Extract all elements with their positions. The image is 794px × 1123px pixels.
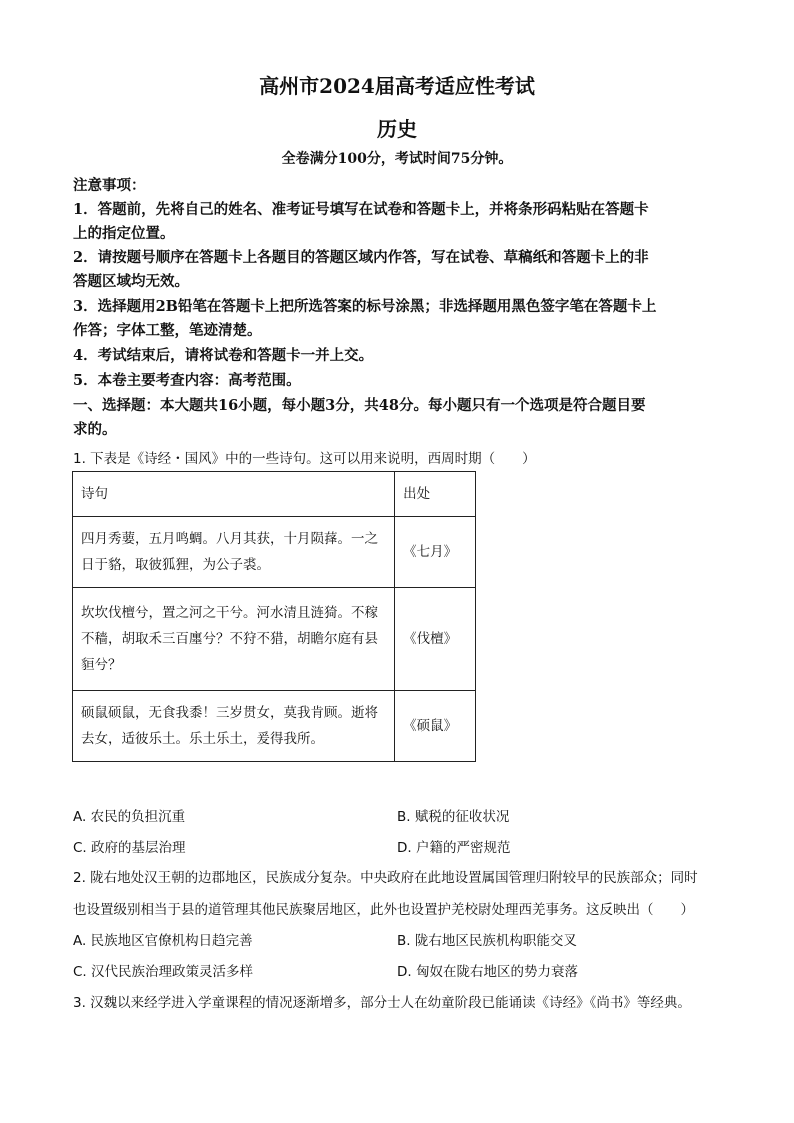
table-row xyxy=(73,588,476,691)
notice-line: 1．答题前，先将自己的姓名、准考证号填写在试卷和答题卡上，并将条形码粘贴在答题卡 xyxy=(73,201,649,218)
section-heading-line2: 求的。 xyxy=(73,421,117,438)
q1-option-a: A. 农民的负担沉重 xyxy=(73,809,186,825)
question-2-stem-line1: 2. 陇右地处汉王朝的边郡地区，民族成分复杂。中央政府在此地设置属国管理归附较早的民族部众；同时 xyxy=(73,870,698,886)
poem-table xyxy=(72,471,476,762)
table-row xyxy=(73,517,476,588)
q2-option-b: B. 陇右地区民族机构职能交叉 xyxy=(397,933,577,949)
notice-line: 2．请按题号顺序在答题卡上各题目的答题区域内作答，写在试卷、草稿纸和答题卡上的非 xyxy=(73,249,649,266)
table-cell-source: 《硕鼠》 xyxy=(395,691,476,762)
q1-option-b: B. 赋税的征收状况 xyxy=(397,809,510,825)
table-cell-poem: 坎坎伐檀兮，置之河之干兮。河水清且涟猗。不稼不穑，胡取禾三百廛兮？不狩不猎，胡瞻尔庭有县貆兮？ xyxy=(73,588,395,691)
table-header-poem: 诗句 xyxy=(73,472,395,517)
notice-line: 答题区域均无效。 xyxy=(73,273,189,290)
question-2-stem-line2: 也设置级别相当于县的道管理其他民族聚居地区，此外也设置护羌校尉处理西羌事务。这反映出（ ） xyxy=(73,902,694,918)
notice-line: 4．考试结束后，请将试卷和答题卡一并上交。 xyxy=(73,347,374,364)
table-cell-source: 《七月》 xyxy=(395,517,476,588)
q2-option-d: D. 匈奴在陇右地区的势力衰落 xyxy=(397,964,578,980)
table-row xyxy=(73,691,476,762)
q1-option-c: C. 政府的基层治理 xyxy=(73,840,186,856)
notice-heading: 注意事项： xyxy=(73,177,146,194)
subject-title: 历史 xyxy=(377,117,417,141)
q2-option-c: C. 汉代民族治理政策灵活多样 xyxy=(73,964,254,980)
question-1-stem: 1. 下表是《诗经・国风》中的一些诗句。这可以用来说明，西周时期（ ） xyxy=(73,451,536,467)
notice-line: 上的指定位置。 xyxy=(73,225,175,242)
table-cell-poem: 硕鼠硕鼠，无食我黍！三岁贯女，莫我肯顾。逝将去女，适彼乐土。乐土乐土，爰得我所。 xyxy=(73,691,395,762)
q1-option-d: D. 户籍的严密规范 xyxy=(397,840,511,856)
question-3-stem-line1: 3. 汉魏以来经学进入学童课程的情况逐渐增多，部分士人在幼童阶段已能诵读《诗经》《尚书》等经典。 xyxy=(73,995,691,1011)
notice-line: 3．选择题用2B铅笔在答题卡上把所选答案的标号涂黑；非选择题用黑色签字笔在答题卡上 xyxy=(73,298,657,315)
q2-option-a: A. 民族地区官僚机构日趋完善 xyxy=(73,933,253,949)
exam-title: 高州市2024届高考适应性考试 xyxy=(259,74,535,98)
table-cell-source: 《伐檀》 xyxy=(395,588,476,691)
table-cell-poem: 四月秀葽，五月鸣蜩。八月其获，十月陨萚。一之日于貉，取彼狐狸，为公子裘。 xyxy=(73,517,395,588)
section-heading-line1: 一、选择题：本大题共16小题，每小题3分，共48分。每小题只有一个选项是符合题目要 xyxy=(73,397,646,414)
notice-line: 5．本卷主要考查内容：高考范围。 xyxy=(73,372,301,389)
exam-info: 全卷满分100分，考试时间75分钟。 xyxy=(281,151,513,167)
table-header-source: 出处 xyxy=(395,472,476,517)
table-header-row xyxy=(73,472,476,517)
notice-line: 作答；字体工整，笔迹清楚。 xyxy=(73,322,262,339)
